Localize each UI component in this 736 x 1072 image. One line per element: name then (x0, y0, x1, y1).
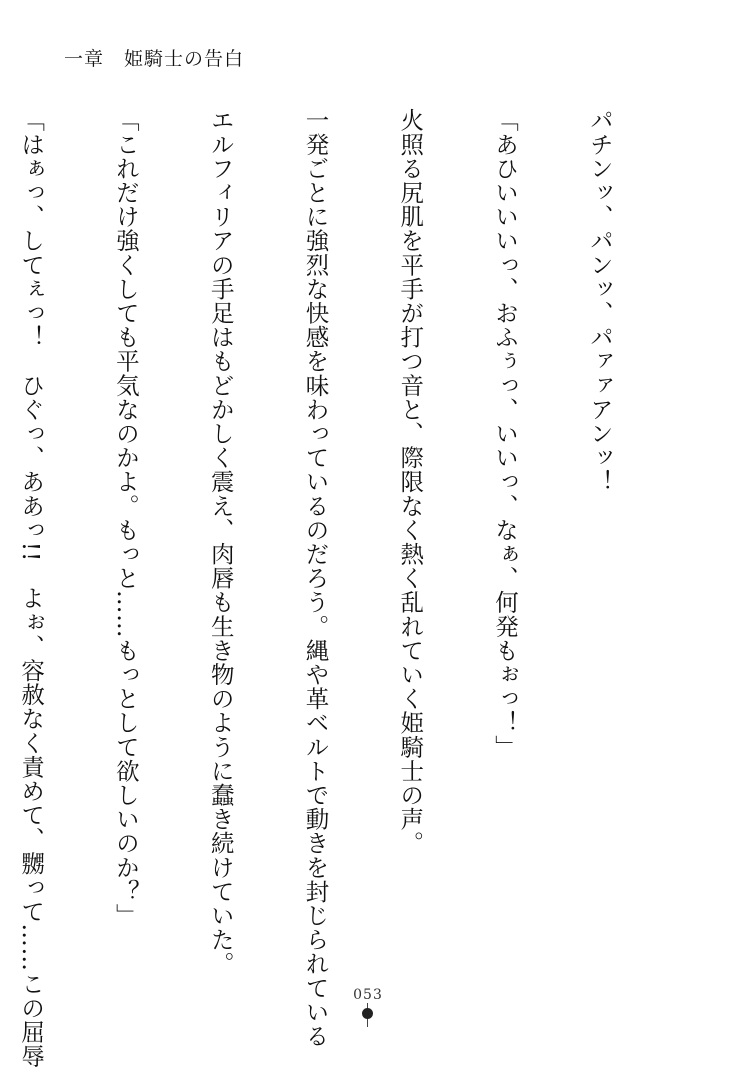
text-line: 「はぁっ、してぇっ！ ひぐっ、ああっ!! よぉ、容赦なく責めて、嬲って……この屈辱 (17, 108, 46, 1068)
chapter-header (64, 44, 244, 71)
page-footer (0, 984, 736, 1003)
text-line: パチンッ、パンッ、パァァアンッ！ (585, 108, 614, 494)
page-number: 053 (353, 987, 383, 1003)
chapter-label: 一章 (64, 48, 105, 70)
chapter-title: 姫騎士の告白 (124, 48, 245, 70)
page-marker-dot-icon (362, 1008, 373, 1019)
text-line: 火照る尻肌を平手が打つ音と、際限なく熱く乱れていく姫騎士の声。 (396, 108, 425, 856)
chapter-gap (104, 48, 124, 70)
text-line: 「これだけ強くしても平気なのかよ。もっと……もっとして欲しいのか？」 (111, 108, 140, 928)
text-line: エルフィリアの手足はもどかしく震え、肉唇も生き物のように蠢き続けていた。 (206, 108, 235, 976)
text-line: 一発ごとに強烈な快感を味わっているのだろう。縄や革ベルトで動きを封じられている (301, 108, 330, 1048)
text-line: 「あひいいいっ、おふぅっ、いいっ、なぁ、何発もぉっ！」 (491, 108, 520, 759)
